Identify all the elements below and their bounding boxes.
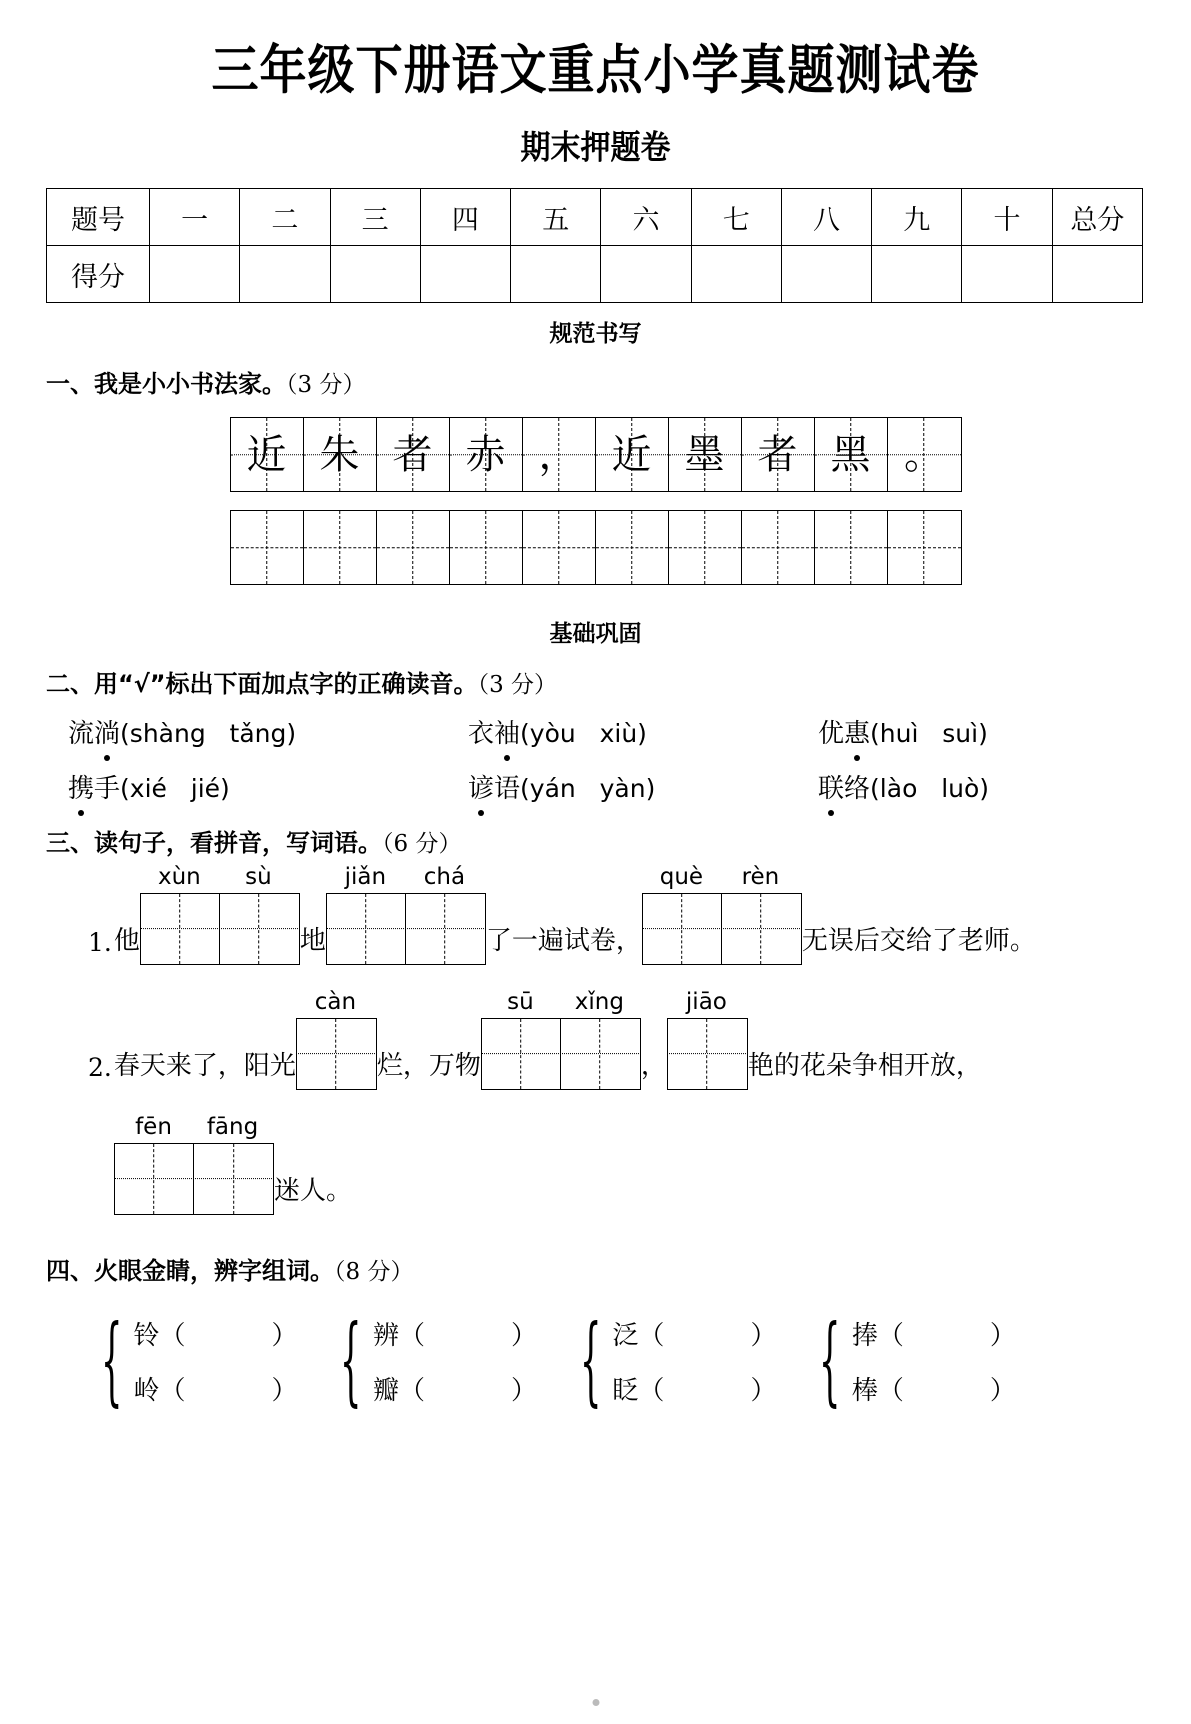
calligraphy-glyph: 者	[392, 431, 433, 478]
question-2-title	[46, 664, 1145, 699]
score-cell-5[interactable]	[511, 246, 601, 303]
calligraphy-cell-blank-8[interactable]	[742, 511, 815, 584]
score-cell-10[interactable]	[962, 246, 1052, 303]
answer-grid-cells[interactable]	[140, 893, 300, 965]
answer-cell-1[interactable]	[115, 1144, 194, 1214]
col-header-3: 三	[330, 189, 420, 246]
pinyin-label	[667, 989, 748, 1015]
page-subtitle: 期末押题卷	[520, 128, 671, 168]
pinyin-label	[140, 864, 300, 890]
calligraphy-cell-filled-4	[450, 418, 523, 491]
question-1-title	[46, 364, 1145, 399]
calligraphy-cell-filled-5	[523, 418, 596, 491]
q4-item-4-top[interactable]	[852, 1315, 1016, 1352]
q3-line-2-text-a: 春天来了，阳光	[113, 1051, 296, 1082]
col-header-9: 九	[872, 189, 962, 246]
pinyin-item-1[interactable]: 流 淌 ( shàng tǎng )	[68, 713, 468, 750]
pinyin-word-dotted-6: 联	[818, 768, 844, 805]
page-footer-marker	[592, 1699, 599, 1706]
pinyin-item-5[interactable]: 谚 语 ( yán yàn )	[468, 768, 818, 805]
pinyin-syllable: chá	[423, 864, 466, 891]
pinyin-syllable: xùn	[157, 864, 201, 891]
brace-icon: {	[579, 1303, 602, 1417]
q4-char-2-bottom: 瓣（	[372, 1376, 425, 1407]
pinyin-option-6a[interactable]: lào	[879, 774, 918, 804]
pinyin-word-pre-2: 衣	[468, 719, 495, 750]
calligraphy-glyph: 赤	[465, 431, 506, 478]
section-header-basics: 基础巩固	[549, 621, 642, 648]
answer-grid-cells[interactable]	[326, 893, 486, 965]
col-header-10: 十	[962, 189, 1052, 246]
pinyin-option-4a[interactable]: xié	[129, 774, 167, 804]
calligraphy-cell-blank-7[interactable]	[669, 511, 742, 584]
pinyin-word-post-5: 语	[494, 774, 521, 805]
q3-answer-box-4[interactable]	[296, 989, 377, 1096]
calligraphy-cell-filled-2	[304, 418, 377, 491]
answer-cell-1[interactable]	[643, 894, 722, 964]
answer-grid-cells[interactable]	[114, 1143, 274, 1215]
q3-line-1-text-b: 地	[299, 926, 326, 957]
answer-grid[interactable]	[114, 1143, 274, 1215]
q4-item-3-top[interactable]	[612, 1315, 776, 1352]
q4-item-1-top[interactable]	[133, 1315, 297, 1352]
q4-close-2-top: ）	[510, 1321, 537, 1352]
q3-line-1-text-d: 无误后交给了老师。	[801, 926, 1036, 957]
q4-char-2-top: 辨（	[372, 1321, 425, 1352]
calligraphy-glyph: 朱	[319, 431, 360, 478]
calligraphy-cell-filled-3	[377, 418, 450, 491]
score-cell-7[interactable]	[691, 246, 781, 303]
answer-grid[interactable]	[642, 893, 802, 965]
answer-grid[interactable]	[140, 893, 300, 965]
q4-item-4-bottom[interactable]	[852, 1370, 1016, 1407]
brace-icon: {	[100, 1303, 123, 1417]
pinyin-syllable: rèn	[741, 864, 780, 891]
answer-cell-2[interactable]	[194, 1144, 273, 1214]
pinyin-syllable: fēn	[135, 1114, 172, 1141]
q4-group-3	[571, 1303, 777, 1417]
score-cell-2[interactable]	[240, 246, 330, 303]
q4-close-1-bottom: ）	[271, 1376, 298, 1407]
q3-answer-box-5[interactable]	[481, 989, 641, 1096]
section-header-writing: 规范书写	[549, 321, 642, 348]
question-4-label: 四、火眼金睛，辨字组词。	[46, 1257, 334, 1286]
calligraphy-cell-blank-3[interactable]	[377, 511, 450, 584]
q3-answer-box-1[interactable]	[140, 864, 300, 971]
pinyin-option-3a[interactable]: huì	[879, 719, 919, 749]
exam-page	[0, 40, 1191, 1724]
answer-cell-2[interactable]	[561, 1019, 640, 1089]
pinyin-syllable: sū	[507, 989, 534, 1016]
col-header-8: 八	[781, 189, 871, 246]
question-3-points: （6 分）	[382, 831, 462, 858]
answer-grid[interactable]	[481, 1018, 641, 1090]
pinyin-item-6[interactable]: 联 络 ( lào luò )	[818, 768, 1118, 805]
brace-icon: {	[819, 1303, 842, 1417]
answer-cell-2[interactable]	[220, 894, 299, 964]
question-3-label: 三、读句子，看拼音，写词语。	[46, 829, 382, 858]
question-1-points: （3 分）	[286, 372, 366, 399]
answer-grid[interactable]	[667, 1018, 748, 1090]
score-cell-6[interactable]	[601, 246, 691, 303]
q4-close-4-bottom: ）	[989, 1376, 1016, 1407]
question-4-body	[46, 1303, 1145, 1417]
col-header-total: 总分	[1052, 189, 1142, 246]
q3-answer-box-2[interactable]	[326, 864, 486, 971]
calligraphy-cell-blank-4[interactable]	[450, 511, 523, 584]
page-title: 三年级下册语文重点小学真题测试卷	[211, 40, 980, 102]
calligraphy-cell-blank-2[interactable]	[304, 511, 377, 584]
brace-icon: {	[340, 1303, 363, 1417]
answer-cell-2[interactable]	[406, 894, 485, 964]
calligraphy-glyph: 黑	[830, 431, 871, 478]
row-label-question-no: 题号	[47, 189, 150, 246]
pinyin-word-dotted-3: 惠	[844, 713, 870, 750]
q4-close-1-top: ）	[271, 1321, 298, 1352]
calligraphy-cell-filled-9	[815, 418, 888, 491]
pinyin-word-dotted-1: 淌	[94, 713, 120, 750]
pinyin-item-3[interactable]: 优 惠 ( huì suì )	[818, 713, 1118, 750]
q4-char-1-top: 铃（	[133, 1321, 186, 1352]
q4-item-1-bottom[interactable]	[133, 1370, 297, 1407]
q3-line-1	[46, 864, 1145, 971]
q4-char-4-top: 捧（	[851, 1321, 904, 1352]
q3-line-2-text-d: 艳的花朵争相开放，	[747, 1051, 982, 1082]
pinyin-word-dotted-4: 携	[68, 768, 94, 805]
calligraphy-cell-filled-1	[231, 418, 304, 491]
pinyin-option-1a[interactable]: shàng	[129, 719, 206, 749]
answer-grid[interactable]	[296, 1018, 377, 1090]
calligraphy-cell-filled-7	[669, 418, 742, 491]
col-header-7: 七	[691, 189, 781, 246]
score-cell-1[interactable]	[150, 246, 240, 303]
q4-close-3-top: ）	[750, 1321, 777, 1352]
pinyin-word-dotted-5: 谚	[468, 768, 494, 805]
col-header-1: 一	[150, 189, 240, 246]
q3-line-2-text-b: 烂，万物	[376, 1051, 481, 1082]
q3-line-1-text-c: 了一遍试卷，	[485, 926, 642, 957]
col-header-4: 四	[420, 189, 510, 246]
q4-group-1	[92, 1303, 298, 1417]
answer-grid-cells[interactable]	[296, 1018, 377, 1090]
q3-line-2-number: 2.	[88, 1053, 112, 1083]
q4-char-3-bottom: 眨（	[612, 1376, 665, 1407]
calligraphy-glyph: 近	[611, 431, 652, 478]
pinyin-row-1	[46, 713, 1145, 750]
calligraphy-cell-blank-1[interactable]	[231, 511, 304, 584]
answer-grid-cells[interactable]	[481, 1018, 641, 1090]
pinyin-option-1b[interactable]: tǎng	[229, 719, 287, 749]
calligraphy-cell-blank-6[interactable]	[596, 511, 669, 584]
pinyin-row-2	[46, 768, 1145, 805]
answer-cell-2[interactable]	[722, 894, 801, 964]
pinyin-syllable: jiāo	[685, 989, 727, 1016]
pinyin-syllable: fāng	[206, 1114, 259, 1141]
q3-line-1-text-a: 他	[113, 926, 140, 957]
pinyin-option-2a[interactable]: yòu	[529, 719, 576, 749]
calligraphy-glyph: 墨	[684, 431, 725, 478]
calligraphy-glyph: ，	[538, 431, 579, 478]
pinyin-choice-list	[46, 713, 1145, 805]
question-4-points: （8 分）	[334, 1259, 414, 1286]
q4-close-3-bottom: ）	[750, 1376, 777, 1407]
calligraphy-cell-blank-10[interactable]	[888, 511, 961, 584]
answer-grid-cells[interactable]	[667, 1018, 748, 1090]
answer-cell-1[interactable]	[668, 1019, 747, 1089]
pinyin-word-post-6: 络	[844, 774, 871, 805]
q3-line-3-text-a: 迷人。	[274, 1176, 353, 1207]
q3-answer-box-7[interactable]	[114, 1114, 274, 1221]
q3-line-3	[46, 1114, 1145, 1221]
calligraphy-blank-row[interactable]	[46, 510, 1145, 585]
answer-cell-1[interactable]	[482, 1019, 561, 1089]
question-2-label: 二、用“√”标出下面加点字的正确读音。	[46, 670, 478, 699]
q4-close-4-top: ）	[989, 1321, 1016, 1352]
q4-char-3-top: 泛（	[612, 1321, 665, 1352]
pinyin-option-5a[interactable]: yán	[529, 774, 576, 804]
col-header-2: 二	[240, 189, 330, 246]
calligraphy-cell-filled-6	[596, 418, 669, 491]
question-2-points: （3 分）	[477, 672, 558, 699]
answer-grid-cells[interactable]	[642, 893, 802, 965]
pinyin-label	[326, 864, 486, 890]
pinyin-option-3b[interactable]: suì	[942, 719, 979, 749]
answer-cell-1[interactable]	[141, 894, 220, 964]
pinyin-option-4b[interactable]: jié	[190, 774, 221, 804]
calligraphy-glyph: 。	[904, 431, 944, 478]
pinyin-word-pre-3: 优	[818, 719, 845, 750]
pinyin-option-2b[interactable]: xiù	[599, 719, 638, 749]
q3-line-2	[46, 989, 1145, 1096]
answer-grid[interactable]	[326, 893, 486, 965]
pinyin-label	[481, 989, 641, 1015]
score-cell-8[interactable]	[781, 246, 871, 303]
q3-answer-box-3[interactable]	[642, 864, 802, 971]
pinyin-syllable: càn	[314, 989, 357, 1016]
table-row-question-numbers	[47, 189, 1143, 246]
pinyin-word-pre-1: 流	[68, 719, 95, 750]
q4-close-2-bottom: ）	[510, 1376, 537, 1407]
calligraphy-cell-blank-5[interactable]	[523, 511, 596, 584]
row-label-score: 得分	[47, 246, 150, 303]
pinyin-word-post-4: 手	[94, 774, 121, 805]
pinyin-item-4[interactable]: 携 手 ( xié jié )	[68, 768, 468, 805]
pinyin-syllable: sù	[245, 864, 272, 891]
question-3-body	[46, 864, 1145, 1221]
col-header-6: 六	[601, 189, 691, 246]
calligraphy-glyph: 者	[757, 431, 798, 478]
pinyin-label	[642, 864, 802, 890]
calligraphy-glyph: 近	[246, 431, 287, 478]
q4-group-4	[810, 1303, 1016, 1417]
calligraphy-cell-blank-9[interactable]	[815, 511, 888, 584]
pinyin-syllable: què	[659, 864, 704, 891]
score-cell-4[interactable]	[420, 246, 510, 303]
pinyin-option-5b[interactable]: yàn	[599, 774, 646, 804]
question-3-title	[46, 823, 1145, 858]
q3-line-1-number: 1.	[88, 928, 112, 958]
calligraphy-filled-row	[46, 417, 1145, 492]
pinyin-label	[114, 1114, 274, 1140]
pinyin-syllable: jiǎn	[344, 864, 387, 891]
q4-item-2-bottom[interactable]	[373, 1370, 537, 1407]
score-table	[46, 188, 1143, 303]
q3-answer-box-6[interactable]	[667, 989, 748, 1096]
q4-group-2	[331, 1303, 537, 1417]
pinyin-word-dotted-2: 袖	[494, 713, 520, 750]
q3-line-2-text-c: ，	[640, 1051, 667, 1082]
calligraphy-cell-filled-8	[742, 418, 815, 491]
pinyin-option-6b[interactable]: luò	[941, 774, 980, 804]
answer-cell-1[interactable]	[297, 1019, 376, 1089]
table-row-scores	[47, 246, 1143, 303]
q4-char-1-bottom: 岭（	[133, 1376, 186, 1407]
calligraphy-cell-filled-10	[888, 418, 961, 491]
q4-item-3-bottom[interactable]	[612, 1370, 776, 1407]
pinyin-item-2[interactable]: 衣 袖 ( yòu xiù )	[468, 713, 818, 750]
pinyin-syllable: xǐng	[574, 989, 624, 1016]
q4-char-4-bottom: 棒（	[851, 1376, 904, 1407]
score-cell-3[interactable]	[330, 246, 420, 303]
score-cell-total[interactable]	[1052, 246, 1142, 303]
pinyin-label	[296, 989, 377, 1015]
col-header-5: 五	[511, 189, 601, 246]
question-1-label: 一、我是小小书法家。	[46, 370, 286, 399]
answer-cell-1[interactable]	[327, 894, 406, 964]
q4-item-2-top[interactable]	[373, 1315, 537, 1352]
score-cell-9[interactable]	[872, 246, 962, 303]
